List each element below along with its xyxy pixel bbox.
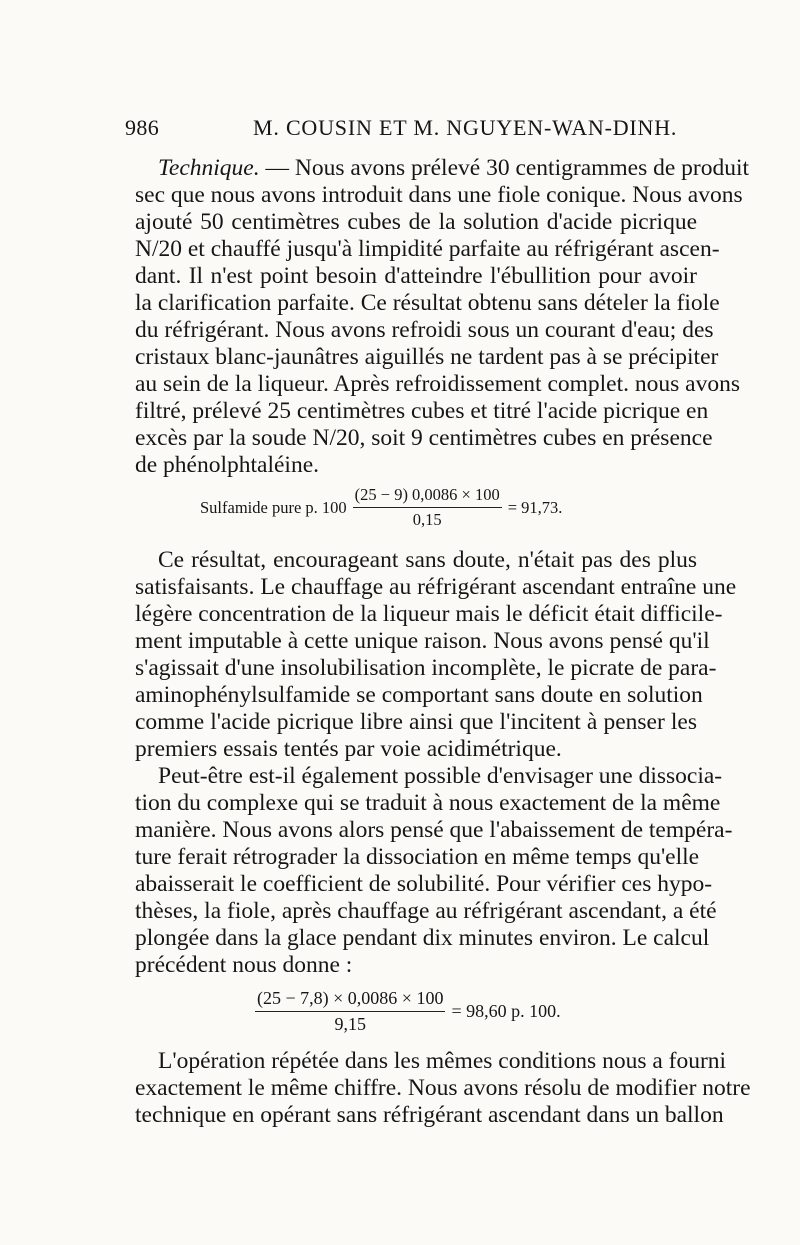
text-line: technique en opérant sans réfrigérant ascendant dans un ballon xyxy=(135,1102,724,1128)
formula-sulfamide xyxy=(200,485,562,530)
formula-result: = 91,73. xyxy=(507,497,563,517)
text-line: N/20 et chauffé jusqu'à limpidité parfaite au réfrigérant ascen- xyxy=(135,236,720,262)
fraction-denominator: 0,15 xyxy=(412,510,442,529)
formula-label: Sulfamide pure p. 100 xyxy=(200,497,347,517)
text-line: premiers essais tentés par voie acidimétrique. xyxy=(135,736,562,762)
text-line: précédent nous donne : xyxy=(135,952,353,978)
fraction-numerator: (25 − 9) 0,0086 × 100 xyxy=(353,485,502,508)
text-line: ajouté 50 centimètres cubes de la solution d'acide picrique xyxy=(135,209,697,235)
text-line: cristaux blanc-jaunâtres aiguillés ne tardent pas à se précipiter xyxy=(135,344,719,370)
text-line: filtré, prélevé 25 centimètres cubes et titré l'acide picrique en xyxy=(135,398,709,424)
text-line: ment imputable à cette unique raison. Nous avons pensé qu'il xyxy=(135,628,710,654)
text-line: du réfrigérant. Nous avons refroidi sous un courant d'eau; des xyxy=(135,317,714,343)
text-line: thèses, la fiole, après chauffage au réfrigérant ascendant, a été xyxy=(135,898,717,924)
technique-heading: Technique. xyxy=(158,155,260,181)
text-line: la clarification parfaite. Ce résultat obtenu sans dételer la fiole xyxy=(135,290,720,316)
text-line: comme l'acide picrique libre ainsi que l'incitent à penser les xyxy=(135,709,697,735)
text-line: plongée dans la glace pendant dix minutes environ. Le calcul xyxy=(135,925,710,951)
text-line: légère concentration de la liqueur mais le déficit était difficile- xyxy=(135,601,723,627)
text-line: Peut-être est-il également possible d'envisager une dissocia- xyxy=(158,763,723,789)
text-line: satisfaisants. Le chauffage au réfrigérant ascendant entraîne une xyxy=(135,574,737,600)
text-line: exactement le même chiffre. Nous avons résolu de modifier notre xyxy=(135,1075,751,1101)
text-line: tion du complexe qui se traduit à nous exactement de la même xyxy=(135,790,721,816)
text-line: Technique. — Nous avons prélevé 30 centigrammes de produit xyxy=(158,155,750,181)
text-line: Ce résultat, encourageant sans doute, n'était pas des plus xyxy=(158,547,697,573)
text-line: abaisserait le coefficient de solubilité. Pour vérifier ces hypo- xyxy=(135,871,713,897)
page-number: 986 xyxy=(125,115,160,140)
text-line: au sein de la liqueur. Après refroidissement complet. nous avons xyxy=(135,371,740,397)
text-line: ture ferait rétrograder la dissociation en même temps qu'elle xyxy=(135,844,700,870)
fraction xyxy=(255,988,445,1035)
formula-result: = 98,60 p. 100. xyxy=(451,1001,561,1021)
text-line: L'opération répétée dans les mêmes conditions nous a fourni xyxy=(158,1048,727,1074)
text-line: de phénolphtaléine. xyxy=(135,452,320,478)
text-line: sec que nous avons introduit dans une fiole conique. Nous avons xyxy=(135,182,743,208)
text-line: dant. Il n'est point besoin d'atteindre l'ébullition pour avoir xyxy=(135,263,697,289)
formula-second-calc xyxy=(255,988,561,1035)
fraction xyxy=(353,485,502,530)
fraction-denominator: 9,15 xyxy=(334,1014,366,1034)
text-line: aminophénylsulfamide se comportant sans doute en solution xyxy=(135,682,703,708)
fraction-numerator: (25 − 7,8) × 0,0086 × 100 xyxy=(255,988,445,1012)
text-line: excès par la soude N/20, soit 9 centimètres cubes en présence xyxy=(135,425,713,451)
running-title: M. COUSIN ET M. NGUYEN-WAN-DINH. xyxy=(253,115,678,140)
text-line: manière. Nous avons alors pensé que l'abaissement de tempéra- xyxy=(135,817,733,843)
text-line: s'agissait d'une insolubilisation incomplète, le picrate de para- xyxy=(135,655,717,681)
